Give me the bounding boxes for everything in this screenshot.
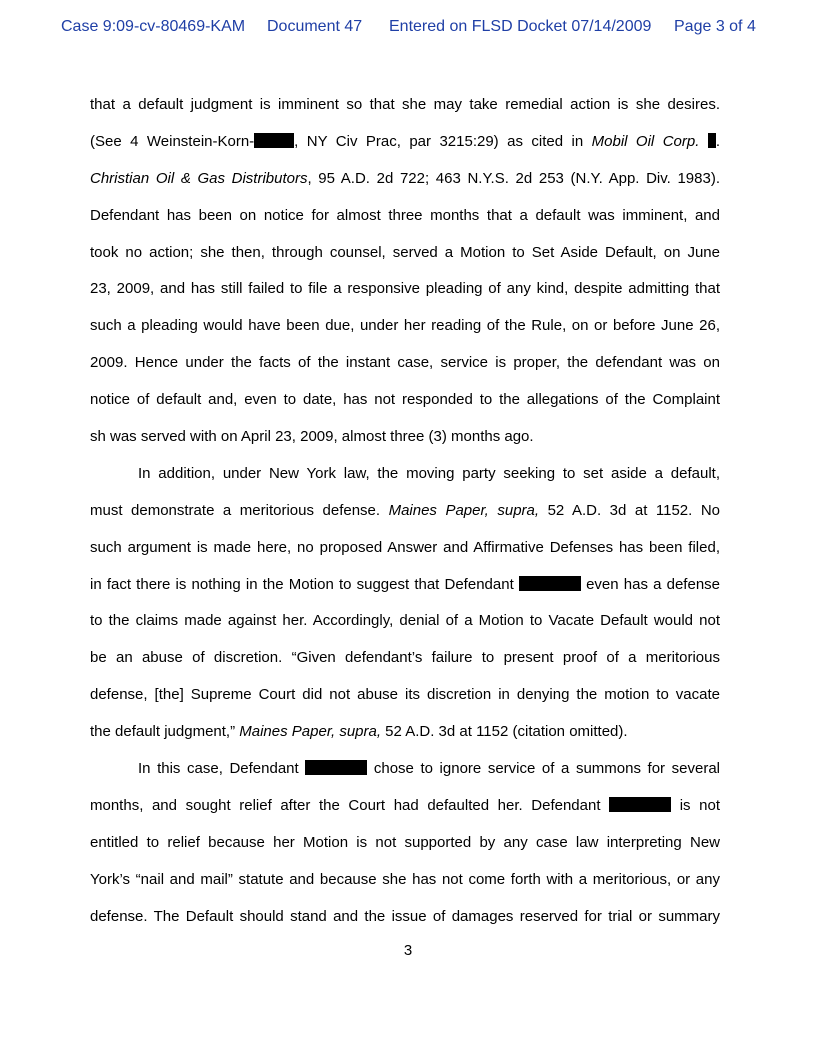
text-line: Christian Oil & Gas Distributors, 95 A.D. 2d 722; 463 N.Y.S. 2d 253 (N.Y. App. Div. 1983). — [90, 169, 720, 187]
redaction-block — [254, 133, 294, 148]
text-line: such argument is made here, no proposed Answer and Affirmative Defenses has been filed, — [90, 538, 720, 556]
text-line: defense. The Default should stand and the issue of damages reserved for trial or summary — [90, 907, 720, 925]
text-line: York’s “nail and mail” statute and because she has not come forth with a meritorious, or any — [90, 870, 720, 888]
text-line: must demonstrate a meritorious defense. Maines Paper, supra, 52 A.D. 3d at 1152. No — [90, 501, 721, 519]
page-number: 3 — [403, 942, 413, 959]
text-line: in fact there is nothing in the Motion to suggest that Defendant even has a defense — [90, 575, 720, 593]
docket-entry-date: Entered on FLSD Docket 07/14/2009 — [389, 18, 652, 35]
text-line: In this case, Defendant chose to ignore service of a summons for several — [138, 760, 720, 778]
text-line: sh was served with on April 23, 2009, almost three (3) months ago. — [90, 428, 534, 446]
text-line: be an abuse of discretion. “Given defendant’s failure to present proof of a meritorious — [90, 649, 720, 667]
text-line: 23, 2009, and has still failed to file a responsive pleading of any kind, despite admitting that — [90, 280, 720, 298]
text-line: months, and sought relief after the Court had defaulted her. Defendant is not — [90, 796, 720, 814]
text-line: entitled to relief because her Motion is not supported by any case law interpreting New — [90, 833, 720, 851]
redaction-block — [708, 133, 716, 148]
document-number: Document 47 — [267, 18, 363, 35]
redaction-block — [609, 797, 671, 812]
text-line: notice of default and, even to date, has not responded to the allegations of the Complaint — [90, 391, 720, 409]
text-line: the default judgment,” Maines Paper, supra, 52 A.D. 3d at 1152 (citation omitted). — [90, 723, 628, 741]
page-count: Page 3 of 4 — [674, 18, 756, 35]
text-line: to the claims made against her. Accordingly, denial of a Motion to Vacate Default would not — [90, 612, 720, 630]
text-line: In addition, under New York law, the moving party seeking to set aside a default, — [138, 464, 720, 482]
text-line: (See 4 Weinstein-Korn- , NY Civ Prac, par 3215:29) as cited in Mobil Oil Corp. . — [90, 132, 721, 150]
text-line: Defendant has been on notice for almost three months that a default was imminent, and — [90, 206, 720, 224]
text-line: 2009. Hence under the facts of the instant case, service is proper, the defendant was on — [90, 354, 720, 372]
case-number: Case 9:09-cv-80469-KAM — [61, 18, 246, 35]
text-line: that a default judgment is imminent so that she may take remedial action is she desires. — [90, 96, 720, 113]
redaction-block — [305, 760, 367, 775]
text-line: such a pleading would have been due, under her reading of the Rule, on or before June 26, — [90, 317, 720, 335]
docket-header — [61, 18, 756, 38]
redaction-block — [519, 576, 581, 591]
text-line: took no action; she then, through counsel, served a Motion to Set Aside Default, on June — [90, 243, 720, 261]
document-body — [90, 92, 720, 940]
text-line: defense, [the] Supreme Court did not abuse its discretion in denying the motion to vacate — [90, 686, 720, 704]
